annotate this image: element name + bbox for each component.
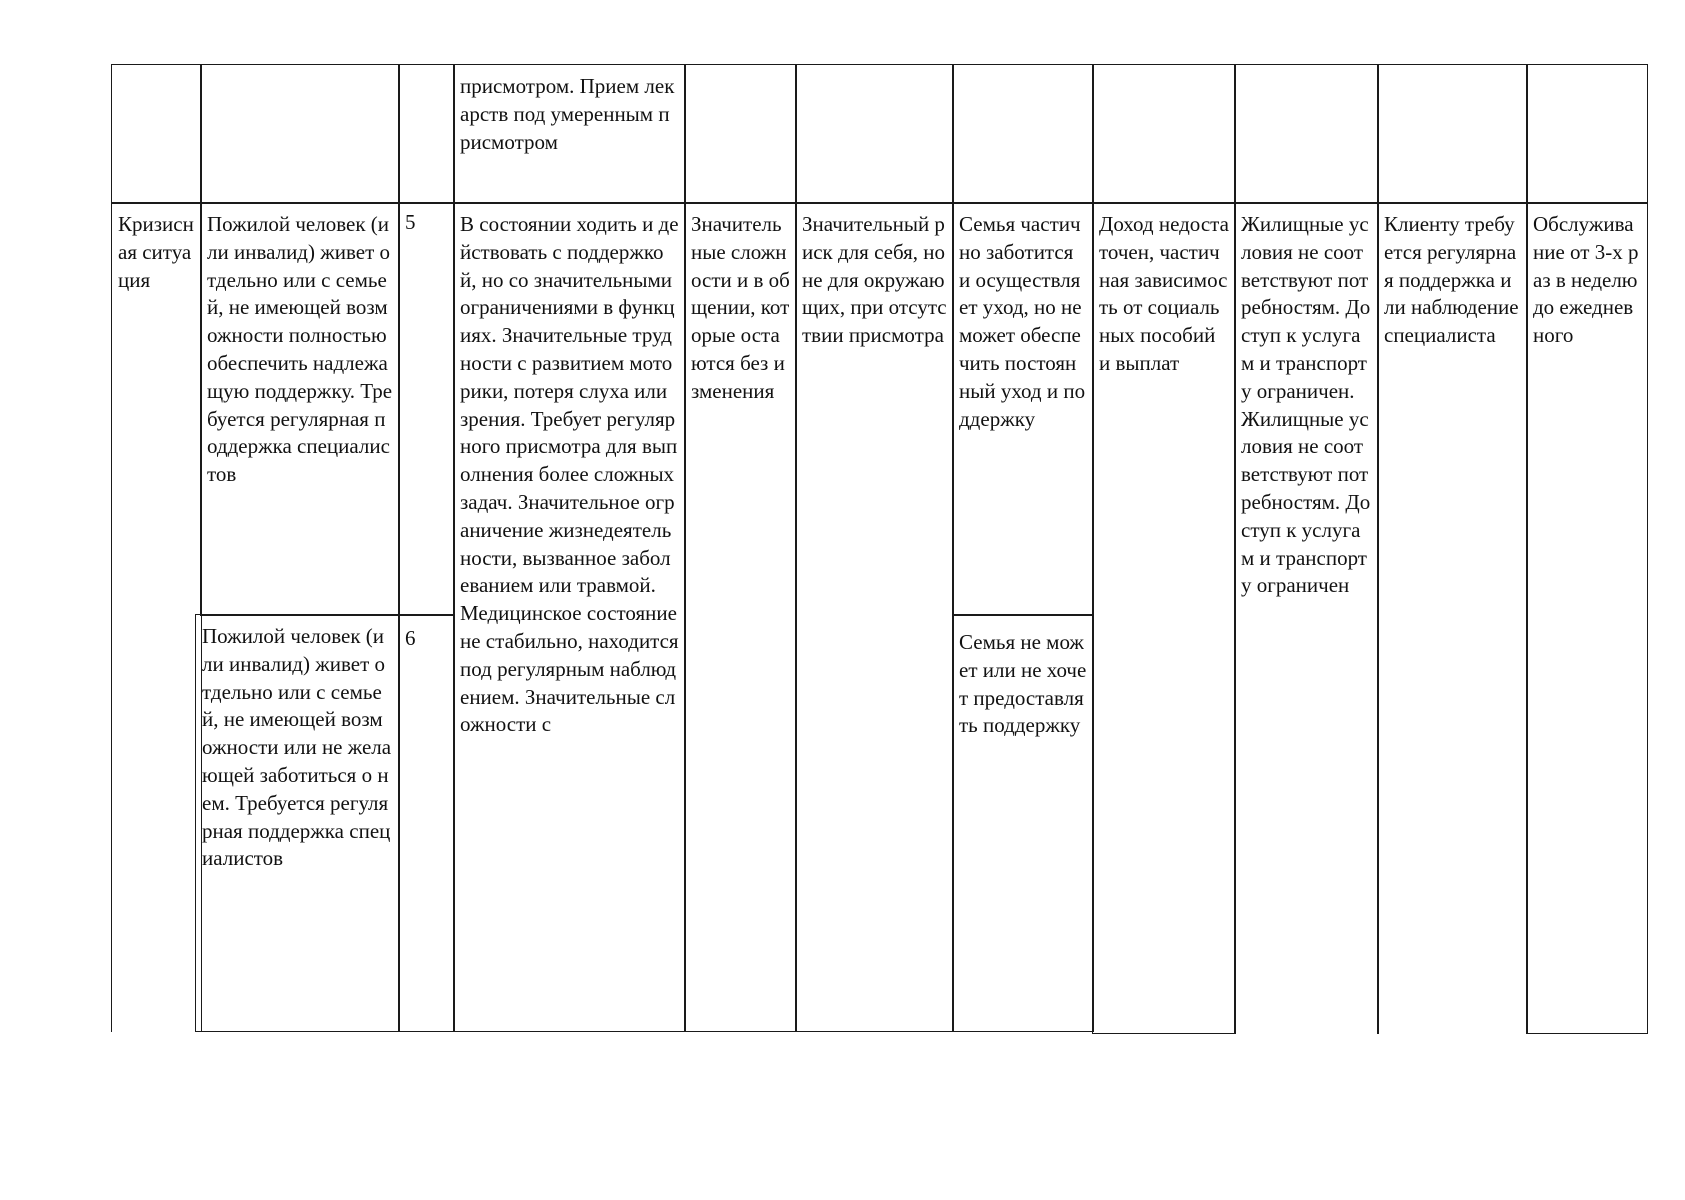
- top-cell-col4: [453, 64, 686, 204]
- top-cell-col9: [1234, 64, 1379, 204]
- top-cell-col3: [398, 64, 455, 204]
- top-col4-text: присмотром. Прием лекарств под умеренным присмотром: [460, 74, 675, 154]
- case6-score-text: 6: [405, 626, 416, 650]
- case5-family-cell: [952, 202, 1094, 616]
- case6-score-cell: [398, 614, 455, 1032]
- top-cell-col6: [795, 64, 954, 204]
- situation-text: Кризисная ситуация: [118, 212, 194, 292]
- case5-score-text: 5: [405, 210, 416, 234]
- case5-score-cell: [398, 202, 455, 616]
- case6-description-text: Пожилой человек (или инвалид) живет отдельно или с семьей, не имеющей возможности или не желающей заботиться о нем. Требуется регулярная поддержка специалистов: [202, 624, 392, 871]
- case5-family-text: Семья частично заботится и осуществляет уход, но не может обеспечить постоянный уход и поддержку: [959, 212, 1086, 431]
- situation-cell: [111, 202, 202, 1032]
- case5-description-text: Пожилой человек (или инвалид) живет отдельно или с семьей, не имеющей возможности полностью обеспечить надлежащую поддержку. Требуется регулярная поддержка специалистов: [207, 212, 393, 487]
- top-cell-col10: [1377, 64, 1528, 204]
- case6-family-text: Семья не может или не хочет предоставлять поддержку: [959, 630, 1087, 738]
- risk-text: Значительный риск для себя, но не для окружающих, при отсутствии присмотра: [802, 212, 947, 348]
- support-text: Клиенту требуется регулярная поддержка или наблюдение специалиста: [1384, 212, 1519, 348]
- risk-cell: [795, 202, 954, 1032]
- health-cell: [453, 202, 686, 1032]
- case5-description-cell: [200, 202, 400, 616]
- housing-text: Жилищные условия не соответствуют потребностям. Доступ к услугам и транспорту ограничен. Жилищные условия не соответствуют потребностям. Доступ к услугам и транспорту ограничен: [1241, 212, 1371, 598]
- income-cell: [1092, 202, 1236, 1034]
- health-text: В состоянии ходить и действовать с поддержкой, но со значительными ограничениями в функциях. Значительные трудности с развитием моторики, потеря слуха или зрения. Требует регулярного присмотра для выполнения более сложных задач. Значительное ограничение жизнедеятельности, вызванное заболеванием или травмой. Медицинское состояние не стабильно, находится под регулярным наблюдением. Значительные сложности с: [460, 212, 679, 737]
- case6-description-cell: [195, 614, 400, 1032]
- income-text: Доход недостаточен, частичная зависимость от социальных пособий и выплат: [1099, 212, 1229, 375]
- top-cell-col2: [200, 64, 400, 204]
- support-cell: [1377, 202, 1528, 1034]
- case6-family-cell: [952, 614, 1094, 1032]
- top-cell-col5: [684, 64, 797, 204]
- top-cell-col7: [952, 64, 1094, 204]
- top-cell-col8: [1092, 64, 1236, 204]
- housing-cell: [1234, 202, 1379, 1034]
- communication-cell: [684, 202, 797, 1032]
- top-cell-col1: [111, 64, 202, 204]
- service-cell: [1526, 202, 1648, 1034]
- top-cell-col11: [1526, 64, 1648, 204]
- service-text: Обслуживание от 3-х раз в неделю до ежедневного: [1533, 212, 1639, 348]
- communication-text: Значительные сложности и в общении, которые остаются без изменения: [691, 212, 790, 403]
